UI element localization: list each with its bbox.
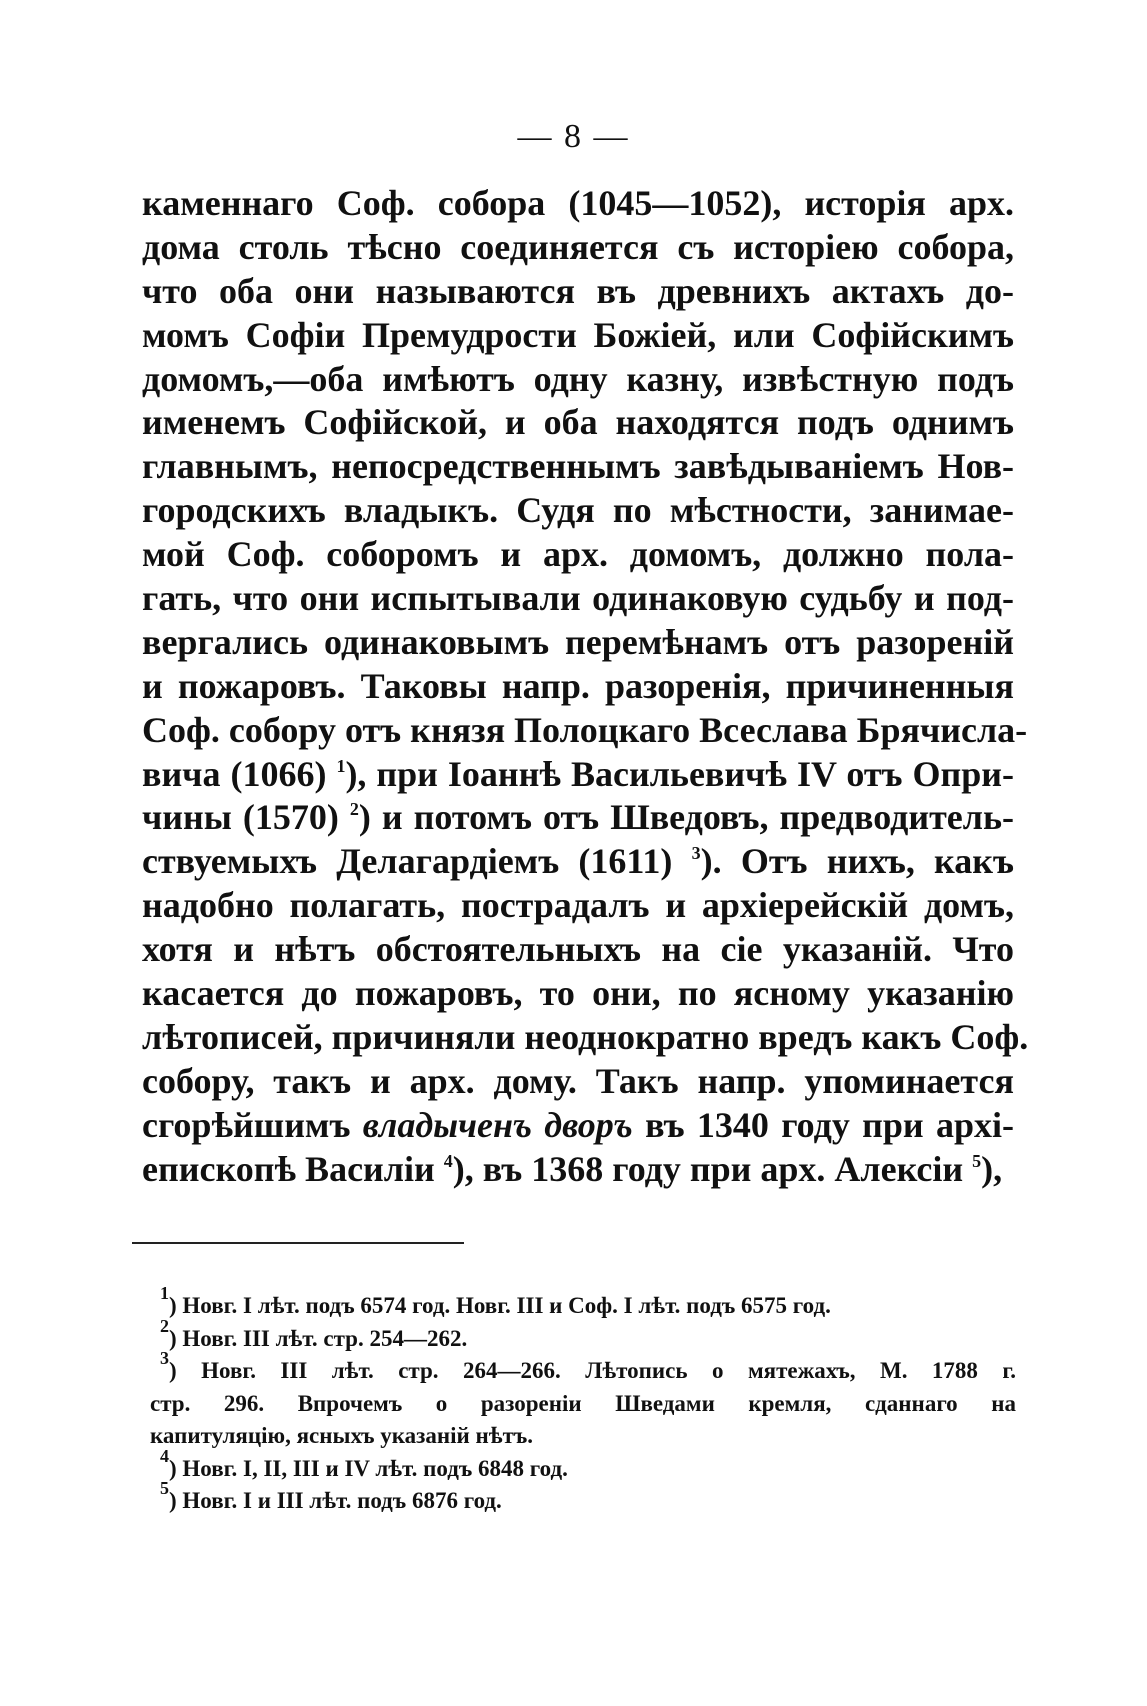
text-segment: ствуемыхъ Делагардіемъ (1611) [142, 841, 692, 882]
footnote-line [150, 1445, 1016, 1486]
text-segment: ). Отъ нихъ, какъ [700, 841, 1014, 882]
text-segment: ) и потомъ отъ Шведовъ, предводитель- [358, 797, 1015, 838]
text-line: городскихъ владыкъ. Судя по мѣстности, занимае- [142, 490, 1014, 531]
body-text [142, 182, 1029, 1191]
text-line: домомъ,—оба имѣютъ одну казну, извѣстную подъ [142, 358, 1014, 399]
text-line [142, 840, 1014, 884]
text-line: надобно полагать, пострадалъ и архіерейскій домъ, [142, 885, 1014, 926]
footnote-text: ) Новг. I лѣт. подъ 6574 год. Новг. III и Соф. I лѣт. подъ 6575 год. [169, 1293, 831, 1318]
footnote-ref: 3 [691, 843, 701, 864]
text-line: касается до пожаровъ, то они, по ясному указанію [142, 973, 1014, 1014]
footnote-text: ) Новг. I, II, III и IV лѣт. подъ 6848 год. [169, 1455, 568, 1481]
text-line: мой Соф. соборомъ и арх. домомъ, должно пола- [142, 534, 1014, 575]
footnote-text: ) Новг. I и III лѣт. подъ 6876 год. [169, 1488, 502, 1513]
text-line: главнымъ, непосредственнымъ завѣдываніемъ Нов- [142, 446, 1014, 487]
page-number: — 8 — [517, 118, 630, 155]
footnote-line [150, 1283, 1016, 1323]
text-segment: чины (1570) [142, 797, 350, 838]
text-segment: въ 1340 году при архі- [632, 1104, 1014, 1145]
footnote-ref: 4 [443, 1150, 453, 1171]
footnote-line [150, 1315, 1016, 1356]
text-line [142, 796, 1014, 840]
text-line [142, 1104, 1014, 1148]
footnote-line [150, 1388, 1016, 1421]
text-segment: ), при Іоаннѣ Васильевичѣ IV отъ Опри- [345, 753, 1014, 794]
footnote-mark: 1 [160, 1283, 169, 1303]
footnote-mark: 3 [160, 1348, 169, 1368]
text-segment: ), [981, 1148, 1003, 1189]
text-line: вергались одинаковымъ перемѣнамъ отъ разореній [142, 621, 1014, 662]
text-line: что оба они называются въ древнихъ актахъ до- [142, 270, 1014, 311]
text-line: Соф. собору отъ князя Полоцкаго Всеслава Брячисла- [142, 709, 1028, 750]
text-segment: ), въ 1368 году при арх. Алексіи [452, 1148, 973, 1189]
footnote-mark: 4 [160, 1445, 169, 1466]
footnote-mark: 5 [160, 1478, 169, 1498]
footnote-text: ) Новг. III лѣт. стр. 264—266. Лѣтопись о мятежахъ, М. 1788 г. [169, 1358, 1016, 1383]
text-segment: епископѣ Василіи [142, 1148, 444, 1189]
text-line: момъ Софіи Премудрости Божіей, или Софійскимъ [142, 314, 1014, 355]
text-line: дома столь тѣсно соединяется съ исторіею собора, [142, 226, 1014, 267]
italic-phrase: владыченъ дворъ [362, 1104, 633, 1145]
text-line: и пожаровъ. Таковы напр. разоренія, причиненныя [142, 665, 1014, 706]
footnote-line [150, 1348, 1016, 1388]
text-segment: сгорѣйшимъ [142, 1104, 363, 1145]
text-line: лѣтописей, причиняли неоднократно вредъ какъ Соф. [142, 1016, 1029, 1057]
footnotes [150, 1283, 1016, 1518]
text-line [142, 753, 1014, 797]
text-segment: вича (1066) [142, 753, 337, 794]
footnote-separator [132, 1242, 464, 1244]
footnote-mark: 2 [160, 1315, 169, 1336]
text-line: гать, что они испытывали одинаковую судьбу и под- [142, 578, 1014, 619]
text-line [142, 1148, 1014, 1192]
footnote-text: ) Новг. III лѣт. стр. 254—262. [169, 1325, 468, 1351]
text-line: собору, такъ и арх. дому. Такъ напр. упоминается [142, 1060, 1014, 1101]
footnote-ref: 1 [336, 755, 346, 776]
text-line: каменнаго Соф. собора (1045—1052), исторія арх. [142, 183, 1014, 223]
text-line: хотя и нѣтъ обстоятельныхъ на сіе указаній. Что [142, 929, 1014, 970]
footnote-ref: 5 [972, 1150, 982, 1171]
text-line: именемъ Софійской, и оба находятся подъ однимъ [142, 402, 1014, 443]
footnote-line [150, 1478, 1016, 1518]
footnote-text: стр. 296. Впрочемъ о разореніи Шведами кремля, сданнаго на [150, 1390, 1016, 1416]
footnote-text: капитуляцію, ясныхъ указаній нѣтъ. [150, 1423, 534, 1448]
footnote-ref: 2 [349, 799, 359, 820]
footnote-line [150, 1420, 1016, 1453]
